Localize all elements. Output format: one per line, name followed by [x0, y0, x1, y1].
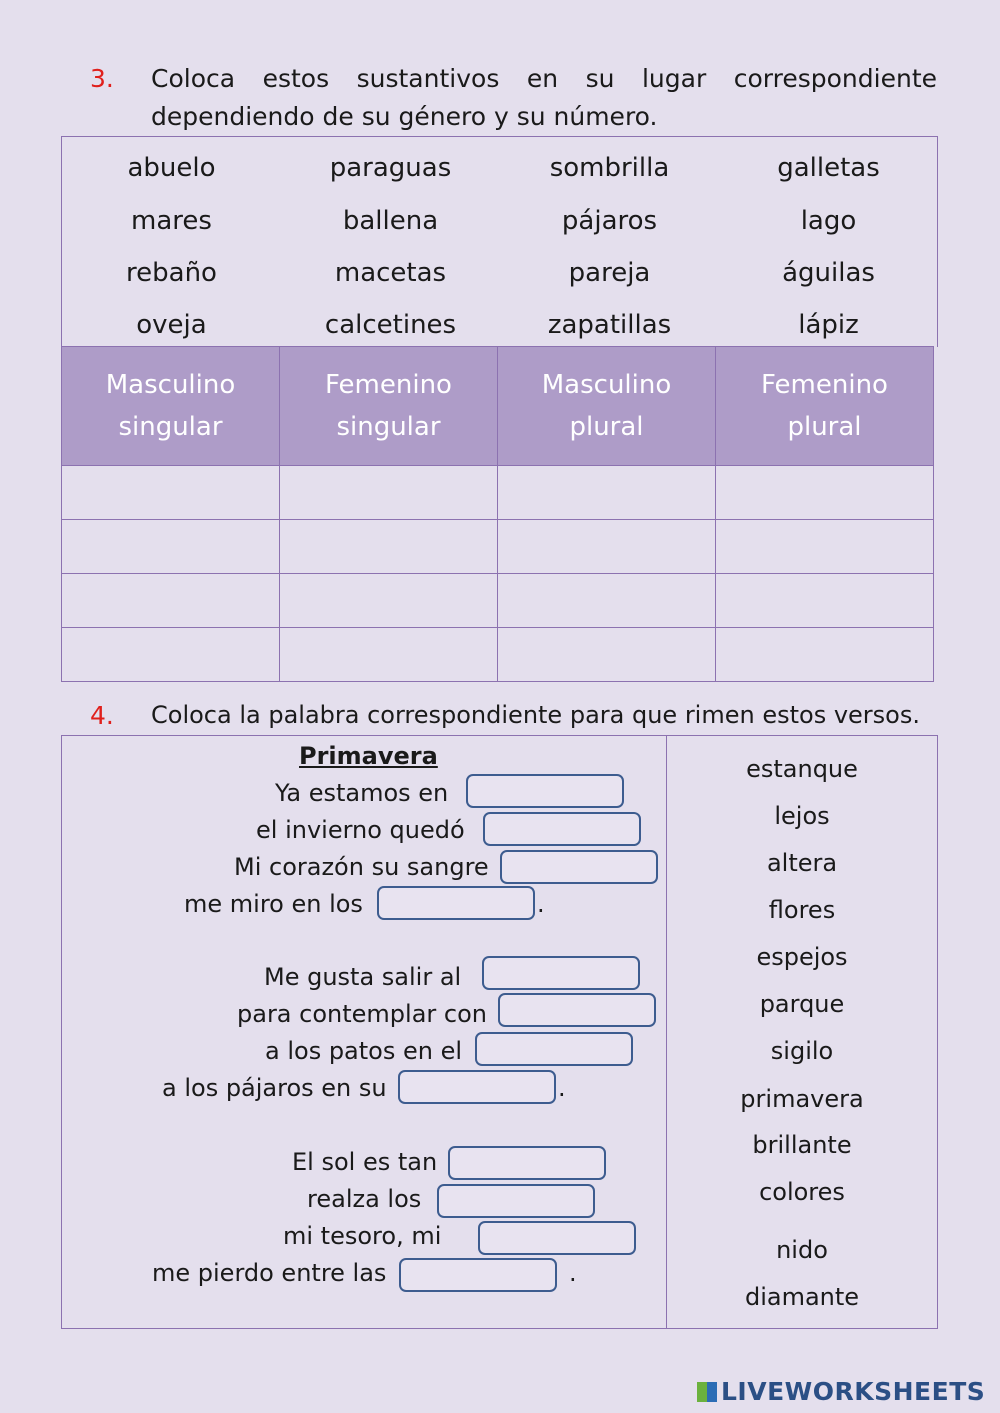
poem-verse: me pierdo entre las	[152, 1259, 387, 1287]
brand-name: LIVEWORKSHEETS	[721, 1377, 986, 1406]
exercise3-instruction-line2: dependiendo de su género y su número.	[151, 102, 658, 131]
word-bank-item[interactable]: mares	[131, 206, 212, 236]
liveworksheets-logo	[697, 1377, 985, 1406]
drop-cell[interactable]	[280, 574, 498, 628]
rhyme-bank-item[interactable]: sigilo	[770, 1037, 834, 1065]
drop-cell[interactable]	[280, 628, 498, 682]
rhyme-bank-item[interactable]: diamante	[744, 1283, 860, 1311]
word-bank-item[interactable]: paraguas	[329, 153, 452, 183]
rhyme-bank-item[interactable]: primavera	[740, 1085, 864, 1113]
word-bank-item[interactable]: pájaros	[561, 206, 658, 236]
rhyme-bank-item[interactable]: parque	[759, 990, 845, 1018]
answer-blank[interactable]	[377, 886, 535, 920]
drop-cell[interactable]	[498, 574, 716, 628]
column-header-masculine-plural: Masculino plural	[498, 347, 716, 466]
answer-blank[interactable]	[437, 1184, 595, 1218]
brand-logo-icon	[697, 1382, 717, 1402]
poem-verse: me miro en los	[184, 890, 363, 918]
rhyme-bank-item[interactable]: brillante	[752, 1131, 852, 1159]
answer-blank[interactable]	[498, 993, 656, 1027]
rhyme-bank-item[interactable]: estanque	[746, 755, 858, 783]
drop-cell[interactable]	[498, 628, 716, 682]
word-bank-item[interactable]: rebaño	[126, 258, 217, 288]
answer-blank[interactable]	[482, 956, 640, 990]
column-header-feminine-plural: Femenino plural	[716, 347, 934, 466]
drop-cell[interactable]	[716, 574, 934, 628]
poem-verse: a los patos en el	[265, 1037, 463, 1065]
exercise3-instruction-line1: Coloca estos sustantivos en su lugar correspondiente	[151, 64, 937, 93]
word-bank-item[interactable]: calcetines	[324, 310, 457, 340]
exercise3-number: 3.	[90, 64, 114, 93]
answer-blank[interactable]	[483, 812, 641, 846]
drop-cell[interactable]	[498, 520, 716, 574]
answer-blank[interactable]	[475, 1032, 633, 1066]
poem-verse: a los pájaros en su	[162, 1074, 387, 1102]
poem-verse: Me gusta salir al	[264, 963, 462, 991]
poem-verse: el invierno quedó	[256, 816, 465, 844]
drop-cell[interactable]	[62, 466, 280, 520]
drop-cell[interactable]	[62, 574, 280, 628]
answer-blank[interactable]	[500, 850, 658, 884]
rhyme-bank-item[interactable]: lejos	[774, 802, 830, 830]
word-bank-item[interactable]: lago	[800, 206, 857, 236]
drop-cell[interactable]	[716, 520, 934, 574]
word-bank-item[interactable]: lápiz	[798, 310, 859, 340]
poem-verse: mi tesoro, mi	[283, 1222, 442, 1250]
poem-verse: Mi corazón su sangre	[234, 853, 489, 881]
word-bank-item[interactable]: águilas	[782, 258, 875, 288]
rhyme-bank-item[interactable]: espejos	[756, 943, 848, 971]
poem-verse: para contemplar con	[237, 1000, 487, 1028]
answer-blank[interactable]	[478, 1221, 636, 1255]
exercise4-number: 4.	[90, 701, 114, 730]
word-bank-item[interactable]: abuelo	[127, 153, 216, 183]
answer-blank[interactable]	[448, 1146, 606, 1180]
word-bank-item[interactable]: pareja	[568, 258, 651, 288]
rhyme-bank-item[interactable]: flores	[768, 896, 836, 924]
answer-blank[interactable]	[399, 1258, 557, 1292]
rhyme-bank-item[interactable]: nido	[776, 1236, 828, 1264]
word-bank-item[interactable]: zapatillas	[547, 310, 672, 340]
classification-table	[61, 346, 934, 682]
drop-cell[interactable]	[280, 466, 498, 520]
poem-verse: Ya estamos en	[275, 779, 449, 807]
poem-period: .	[558, 1074, 566, 1102]
word-bank-item[interactable]: oveja	[136, 310, 207, 340]
column-header-feminine-singular: Femenino singular	[280, 347, 498, 466]
word-bank-item[interactable]: macetas	[334, 258, 447, 288]
poem-title: Primavera	[299, 742, 438, 770]
word-bank	[61, 136, 938, 347]
column-divider	[666, 736, 667, 1328]
drop-cell[interactable]	[716, 466, 934, 520]
drop-cell[interactable]	[62, 520, 280, 574]
poem-period: .	[537, 890, 545, 918]
drop-cell[interactable]	[716, 628, 934, 682]
drop-cell[interactable]	[280, 520, 498, 574]
poem-verse: realza los	[307, 1185, 422, 1213]
column-header-masculine-singular: Masculino singular	[62, 347, 280, 466]
word-bank-item[interactable]: ballena	[342, 206, 439, 236]
rhyme-bank-item[interactable]: altera	[766, 849, 838, 877]
word-bank-item[interactable]: sombrilla	[549, 153, 670, 183]
exercise4-instruction: Coloca la palabra correspondiente para que rimen estos versos.	[151, 701, 920, 729]
poem-verse: El sol es tan	[292, 1148, 438, 1176]
rhyme-bank-item[interactable]: colores	[759, 1178, 845, 1206]
answer-blank[interactable]	[466, 774, 624, 808]
drop-cell[interactable]	[498, 466, 716, 520]
answer-blank[interactable]	[398, 1070, 556, 1104]
word-bank-item[interactable]: galletas	[777, 153, 880, 183]
poem-period: .	[569, 1259, 577, 1287]
drop-cell[interactable]	[62, 628, 280, 682]
